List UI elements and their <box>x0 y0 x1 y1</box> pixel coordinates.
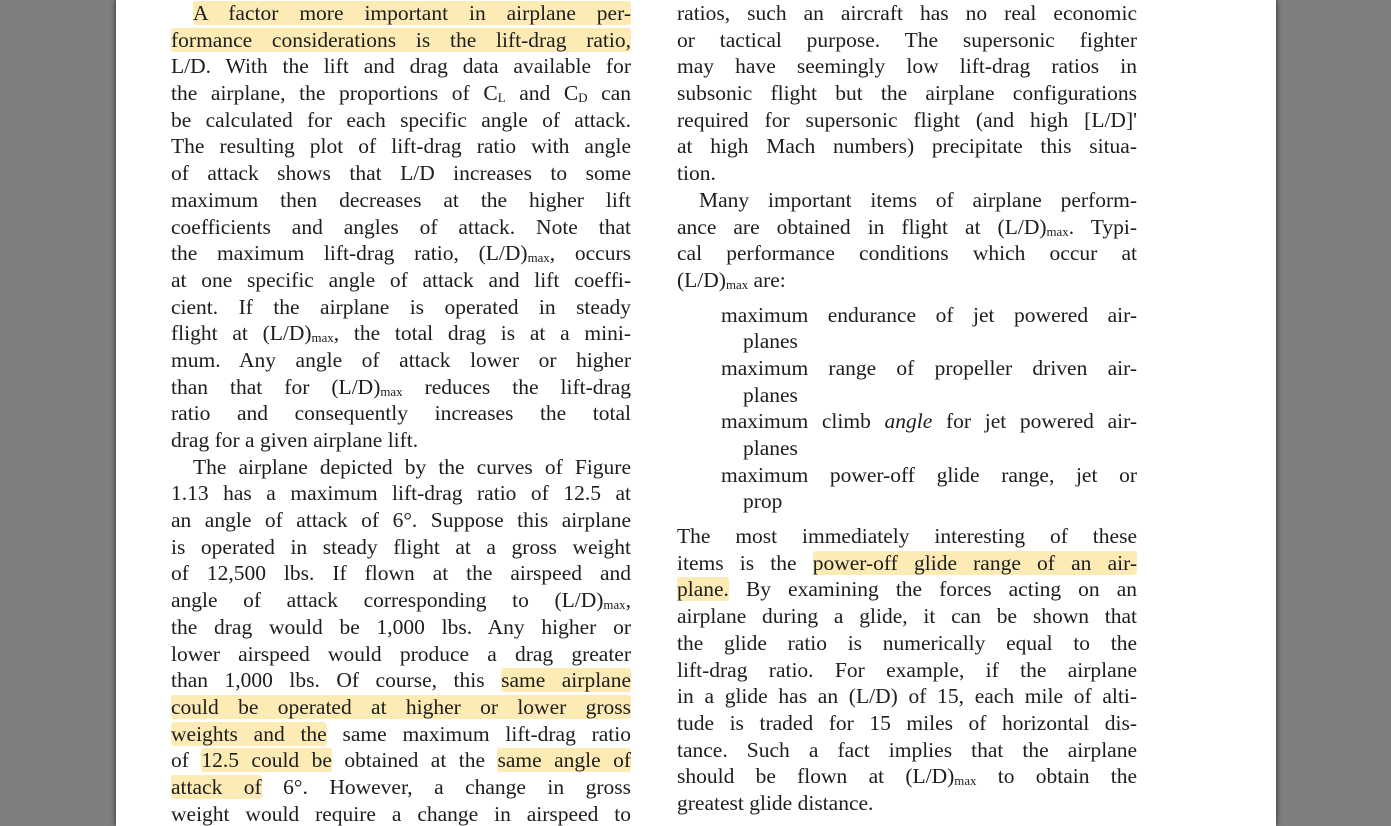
list-item: maximum range of propeller driven air- <box>721 355 1137 380</box>
text-line: may have seemingly low lift-drag ratios in <box>677 54 1137 79</box>
document-page <box>116 0 1276 826</box>
text-line: subsonic flight but the airplane configurations <box>677 81 1137 106</box>
text-line: The resulting plot of lift-drag ratio with angle <box>171 134 631 159</box>
text-line: L/D. With the lift and drag data available for <box>171 54 631 79</box>
highlight: plane. <box>677 577 729 602</box>
performance-conditions-list <box>677 302 1137 516</box>
highlight: power-off glide range of an air- <box>812 550 1137 575</box>
list-item-continuation: planes <box>743 382 798 407</box>
text-line: items is the power-off glide range of an air- <box>677 550 1137 575</box>
text-line: at one specific angle of attack and lift coeffi- <box>171 267 631 292</box>
text-line: angle of attack corresponding to $(L/D)_{max}$, <box>171 588 631 613</box>
text-line: tude is traded for 15 miles of horizontal dis- <box>677 710 1137 735</box>
text-line: cal performance conditions which occur at <box>677 241 1137 266</box>
text-line: of 12.5 could be obtained at the same angle of <box>171 748 631 773</box>
text-line: The most immediately interesting of these <box>677 524 1137 549</box>
list-item: maximum climb angle for jet powered air- <box>721 409 1137 434</box>
text-line: coefficients and angles of attack. Note that <box>171 214 631 239</box>
text-line <box>171 0 631 27</box>
text-line: ratio and consequently increases the total <box>171 401 631 426</box>
text-line: The airplane depicted by the curves of Figure <box>193 454 631 479</box>
text-line: at high Mach numbers) precipitate this situa- <box>677 134 1137 159</box>
text-line: greatest glide distance. <box>677 790 874 815</box>
text-line: the airplane, the proportions of $C_L$ and $C_D$ can <box>171 81 631 106</box>
text-line: than 1,000 lbs. Of course, this same airplane <box>171 668 632 693</box>
highlight: 12.5 could be <box>201 748 332 773</box>
right-column <box>677 0 1137 817</box>
list-item: maximum endurance of jet powered air- <box>721 302 1137 327</box>
highlight: A factor more important in airplane per- <box>193 1 631 25</box>
text-line: lift-drag ratio. For example, if the airplane <box>677 657 1137 682</box>
text-line: is operated in steady flight at a gross weight <box>171 534 631 559</box>
text-line: an angle of attack of 6°. Suppose this airplane <box>171 508 631 533</box>
text-line: be calculated for each specific angle of attack. <box>171 107 631 132</box>
text-line: Many important items of airplane perform- <box>699 187 1137 212</box>
text-line: required for supersonic flight (and high [L/D]' <box>677 107 1137 132</box>
text-line: lower airspeed would produce a drag greater <box>171 641 631 666</box>
text-line: attack of 6°. However, a change in gross <box>171 774 631 799</box>
text-line: drag for a given airplane lift. <box>171 428 419 452</box>
text-line: weight would require a change in airspeed to <box>171 801 631 826</box>
text-line: the drag would be 1,000 lbs. Any higher or <box>171 614 631 639</box>
text-line: the maximum lift-drag ratio, $(L/D)_{max}$, occurs <box>171 241 631 266</box>
text-line <box>171 27 631 54</box>
text-line: $(L/D)_{max}$ are: <box>677 267 786 292</box>
text-line: ance are obtained in flight at $(L/D)_{max}$. Typi- <box>677 214 1137 239</box>
text-line: tion. <box>677 161 716 186</box>
text-line: plane. By examining the forces acting on an <box>677 577 1137 602</box>
text-line: weights and the same maximum lift-drag ratio <box>171 721 631 746</box>
text-line: cient. If the airplane is operated in steady <box>171 294 631 319</box>
text-line: airplane during a glide, it can be shown that <box>677 604 1137 629</box>
paragraph-glide-ratio <box>677 523 1137 817</box>
text-line: maximum then decreases at the higher lift <box>171 187 631 212</box>
text-line: than that for $(L/D)_{max}$ reduces the lift-drag <box>171 374 631 399</box>
text-line: 1.13 has a maximum lift-drag ratio of 12.5 at <box>171 481 631 506</box>
list-item-continuation: planes <box>743 436 798 460</box>
text-line: mum. Any angle of attack lower or higher <box>171 347 631 372</box>
paragraph-lift-drag-ratio <box>171 0 631 454</box>
text-line: of 12,500 lbs. If flown at the airspeed and <box>171 561 631 586</box>
paragraph-performance-items <box>677 187 1137 294</box>
text-line: flight at $(L/D)_{max}$, the total drag is at a mini- <box>171 321 631 346</box>
left-column <box>171 0 631 826</box>
text-line: tance. Such a fact implies that the airplane <box>677 737 1137 762</box>
highlight: could be operated at higher or lower gross <box>171 694 631 719</box>
highlight: formance considerations is the lift-drag ratio, <box>171 27 631 52</box>
text-line: the glide ratio is numerically equal to the <box>677 630 1137 655</box>
text-line: of attack shows that L/D increases to some <box>171 161 631 186</box>
list-item: maximum power-off glide range, jet or <box>721 462 1137 487</box>
text-line: ratios, such an aircraft has no real economic <box>677 1 1137 25</box>
text-line <box>171 694 631 721</box>
list-item-continuation: planes <box>743 329 798 354</box>
highlight: weights and the <box>171 721 327 746</box>
highlight: same airplane <box>501 668 632 693</box>
highlight: attack of <box>171 774 262 799</box>
text-line: should be flown at $(L/D)_{max}$ to obtain the <box>677 764 1137 789</box>
paragraph-example-airplane <box>171 454 631 826</box>
paragraph-supersonic <box>677 0 1137 187</box>
highlight: same angle of <box>497 748 631 773</box>
list-item-continuation: prop <box>743 489 783 514</box>
text-line: in a glide has an (L/D) of 15, each mile of alti- <box>677 684 1137 709</box>
text-line: or tactical purpose. The supersonic fighter <box>677 27 1137 52</box>
